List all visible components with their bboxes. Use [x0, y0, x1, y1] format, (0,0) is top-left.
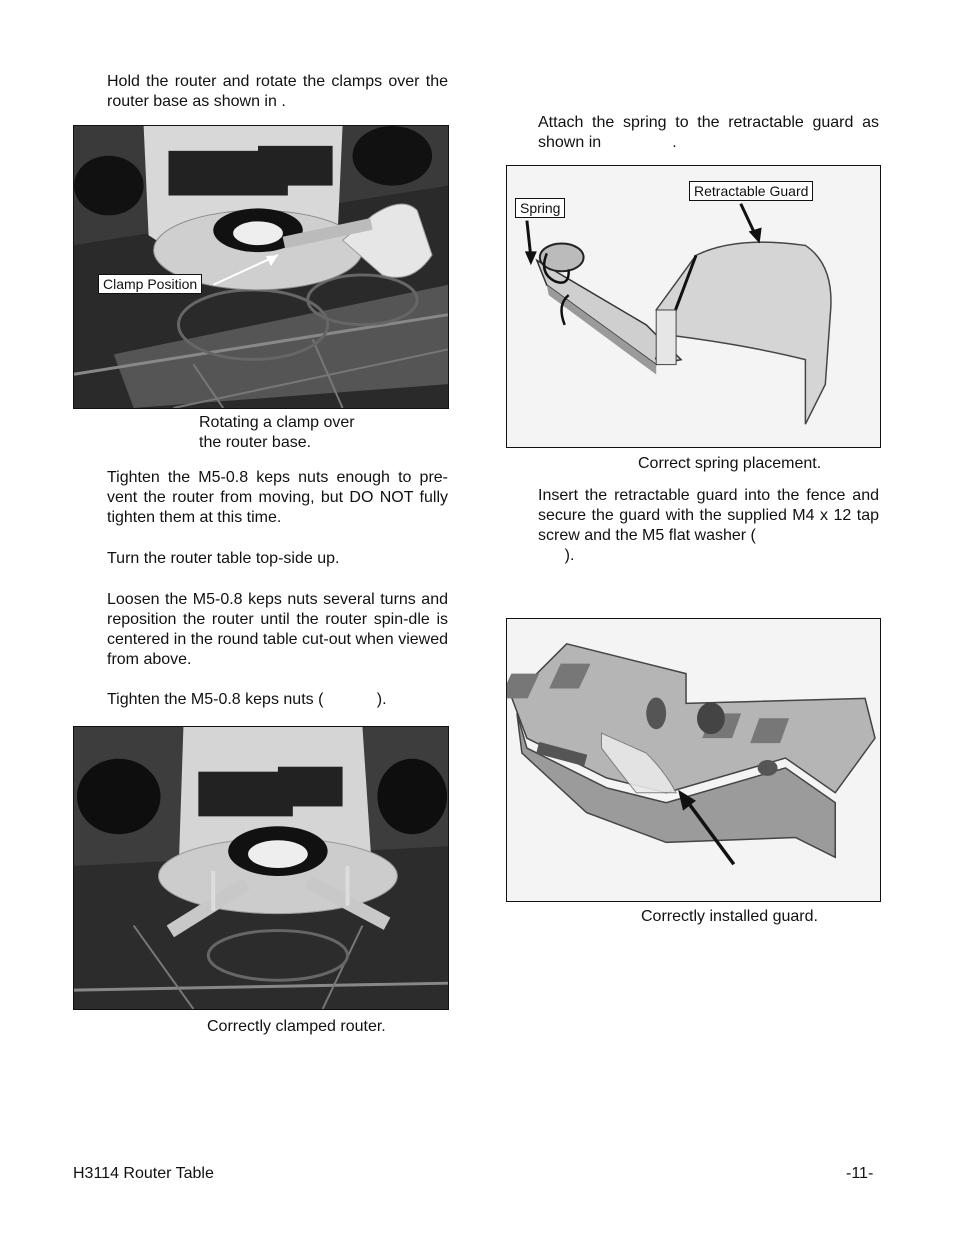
caption-figure-4: Correctly installed guard. — [641, 908, 818, 925]
router-clamp-photo — [74, 126, 448, 408]
instruction-tighten-nuts: Tighten the M5-0.8 keps nuts ( ). — [107, 691, 387, 708]
callout-clamp-position: Clamp Position — [98, 274, 202, 294]
caption-figure-2: Correctly clamped router. — [207, 1018, 386, 1035]
callout-spring: Spring — [515, 198, 565, 218]
figure-installed-guard — [506, 618, 881, 902]
footer-page-number: -11- — [846, 1165, 874, 1182]
instruction-turn-table: Turn the router table top-side up. — [107, 550, 340, 567]
callout-retractable-guard: Retractable Guard — [689, 181, 813, 201]
instruction-insert-guard: Insert the retractable guard into the fence and secure the guard with the supplied M4 x 12 tap screw and the M5 flat washer ( ). — [538, 487, 879, 564]
instruction-tighten-partially: Tighten the M5-0.8 keps nuts enough to pre-vent the router from moving, but DO NOT fully tighten them at this time. — [107, 469, 448, 526]
caption-figure-3: Correct spring placement. — [638, 455, 822, 472]
figure-rotating-clamp — [73, 125, 449, 409]
figure-clamped-router — [73, 726, 449, 1010]
caption-figure-1: Rotating a clamp over the router base. — [199, 414, 355, 451]
clamped-router-photo — [74, 727, 448, 1009]
fence-guard-photo — [507, 619, 880, 901]
footer-manual-title: H3114 Router Table — [73, 1165, 214, 1182]
instruction-reposition-router: Loosen the M5-0.8 keps nuts several turns and reposition the router until the router spin-dle is centered in the round table cut-out when viewed from above. — [107, 591, 448, 668]
instruction-rotate-clamps: Hold the router and rotate the clamps over the router base as shown in . — [107, 73, 448, 110]
instruction-attach-spring: Attach the spring to the retractable guard as shown in . — [538, 114, 884, 151]
